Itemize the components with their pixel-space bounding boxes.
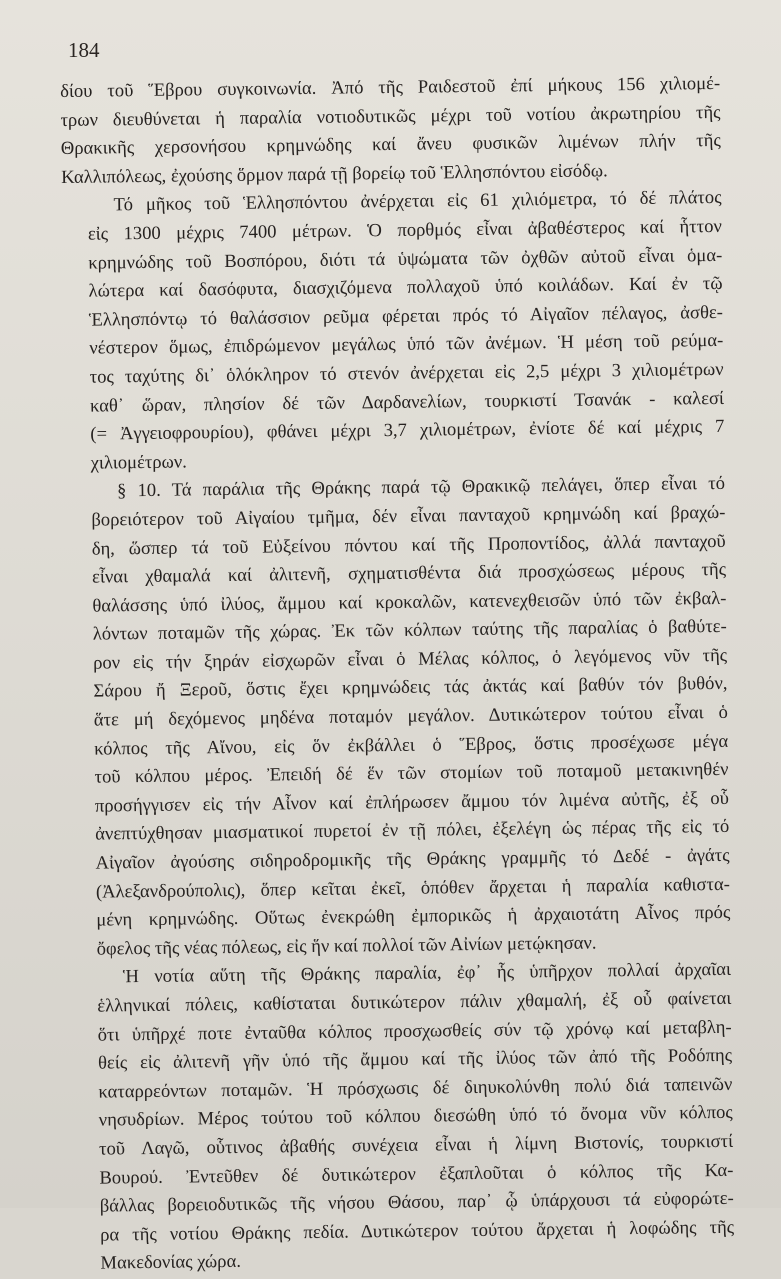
- text-line: εἰς 1300 μέχρις 7400 μέτρων. Ὁ πορθμός εἶναι ἀβαθέστερος καί ἧττον: [87, 215, 722, 245]
- text-line: θαλάσσης ὑπό ἰλύος, ἄμμου καί κροκαλῶν, κατενεχθεισῶν ὑπό τῶν ἐκβαλ-: [92, 587, 727, 617]
- text-line: § 10. Τά παράλια τῆς Θράκης παρά τῷ Θρακικῷ πελάγει, ὅπερ εἶναι τό: [116, 473, 726, 502]
- body-text: [60, 70, 735, 1279]
- paragraph: [61, 184, 724, 478]
- text-line: ὅτι ὑπῆρχέ ποτε ἐνταῦθα κόλπος προσχωσθείς σύν τῷ χρόνῳ καί μεταβλη-: [97, 1016, 732, 1046]
- paragraph: [60, 70, 721, 192]
- text-line: Καλλιπόλεως, ἐχούσης ὅρμον παρά τῇ βορείῳ τοῦ Ἑλλησπόντου εἰσόδῳ.: [61, 160, 608, 188]
- paragraph: [71, 956, 735, 1279]
- text-line: ἅτε μή δεχόμενος μηδένα ποταμόν μεγάλον. Δυτικώτερον τούτου εἶναι ὁ: [93, 701, 728, 731]
- text-line: τρων διευθύνεται ἡ παραλία νοτιοδυτικῶς μέχρι τοῦ νοτίου ἀκρωτηρίου τῆς: [60, 101, 721, 131]
- text-line: εἶναι χθαμαλά καί ἀλιτενῆ, σχηματισθέντα διά προσχώσεως μέρους τῆς: [91, 558, 727, 588]
- text-line: Σάρου ἤ Ξεροῦ, ὅστις ἔχει κρημνώδεις τάς ἀκτάς καί βαθύν τόν βυθόν,: [93, 673, 728, 703]
- text-line: θείς εἰς ἀλιτενῆ γῆν ὑπό τῆς ἄμμου καί τῆς ἰλύος τῶν ἀπό τῆς Ροδόπης: [97, 1045, 733, 1074]
- text-line: Μακεδονίας χώρα.: [100, 1251, 242, 1274]
- text-line: δίου τοῦ Ἕβρου συγκοινωνία. Ἀπό τῆς Ραιδεστοῦ ἐπί μήκους 156 χιλιομέ-: [60, 72, 721, 102]
- text-line: βορειότερον τοῦ Αἰγαίου τμῆμα, δέν εἶναι πανταχοῦ κρημνώδη καί βραχώ-: [91, 501, 726, 531]
- text-line: Ἡ νοτία αὕτη τῆς Θράκης παραλία, ἐφ᾽ ἧς ὑπῆρχον πολλαί ἀρχαῖαι: [122, 959, 732, 988]
- paragraph: [65, 470, 731, 964]
- text-line: καθ᾽ ὥραν, πλησίον δέ τῶν Δαρδανελίων, τουρκιστί Τσανάκ - καλεσί: [89, 387, 725, 417]
- text-line: καταρρεόντων ποταμῶν. Ἡ πρόσχωσις δέ διηυκολύνθη πολύ διά ταπεινῶν: [98, 1073, 733, 1103]
- text-line: τοῦ Λαγῶ, οὗτινος ἀβαθής συνέχεια εἶναι ἡ λίμνη Βιστονίς, τουρκιστί: [98, 1130, 734, 1160]
- text-line: νησυδρίων. Μέρος τούτου τοῦ κόλπου διεσώθη ὑπό τό ὄνομα νῦν κόλπος: [98, 1102, 733, 1131]
- text-line: λώτερα καί δασόφυτα, διασχιζόμενα πολλαχοῦ ὑπό κοιλάδων. Καί ἐν τῷ: [88, 273, 723, 302]
- text-line: τος ταχύτης δι᾽ ὁλόκληρον τό στενόν ἀνέρχεται εἰς 2,5 μέχρι 3 χιλιομέτρων: [89, 358, 724, 388]
- text-line: ρον εἰς τήν ξηράν εἰσχωρῶν εἶναι ὁ Μέλας κόλπος, ὁ λεγόμενος νῦν τῆς: [93, 644, 728, 674]
- text-line: προσήγγισεν εἰς τήν Αἶνον καί ἐπλήρωσεν ἄμμου τόν λιμένα αὐτῆς, ἐξ οὗ: [94, 787, 729, 817]
- text-line: ἑλληνικαί πόλεις, καθίσταται δυτικώτερον πάλιν χθαμαλή, ἐξ οὗ φαίνεται: [97, 987, 732, 1017]
- text-line: βάλλας βορειοδυτικῶς τῆς νήσου Θάσου, παρ᾽ ᾧ ὑπάρχουσι τά εὐφορώτε-: [99, 1188, 734, 1217]
- text-line: (= Ἀγγειοφρουρίου), φθάνει μέχρι 3,7 χιλιομέτρων, ἐνίοτε δέ καί μέχρις 7: [90, 416, 725, 445]
- text-line: τοῦ κόλπου μέρος. Ἐπειδή δέ ἕν τῶν στομίων τοῦ ποταμοῦ μετακινηθέν: [94, 759, 729, 788]
- text-line: δη, ὥσπερ τά τοῦ Εὐξείνου πόντου καί τῆς Προποντίδος, ἀλλά πανταχοῦ: [91, 530, 726, 560]
- text-line: λόντων ποταμῶν τῆς χώρας. Ἐκ τῶν κόλπων ταύτης τῆς παραλίας ὁ βαθύτε-: [92, 616, 727, 645]
- text-line: κρημνώδης τοῦ Βοσπόρου, διότι τά ὑψώματα τῶν ὀχθῶν αὐτοῦ εἶναι ὁμα-: [88, 244, 723, 274]
- text-line: Ἑλλησπόντῳ τό θαλάσσιον ρεῦμα φέρεται πρός τό Αἰγαῖον πέλαγος, ἀσθε-: [88, 301, 724, 331]
- text-line: Βουρού. Ἐντεῦθεν δέ δυτικώτερον ἐξαπλοῦται ὁ κόλπος τῆς Κα-: [99, 1159, 734, 1189]
- text-line: μένη κρημνώδης. Οὕτως ἐνεκρώθη ἐμπορικῶς ἡ ἀρχαιοτάτη Αἶνος πρός: [96, 902, 731, 931]
- page-number: 184: [68, 38, 100, 62]
- text-line: νέστερον ὅμως, ἐπιδρώμενον μεγάλως ὑπό τῶν ἀνέμων. Ἡ μέση τοῦ ρεύμα-: [89, 330, 724, 360]
- text-line: Θρακικῆς χερσονήσου κρημνώδης καί ἄνευ φυσικῶν λιμένων πλήν τῆς: [60, 130, 721, 160]
- text-line: (Ἀλεξανδρούπολις), ὅπερ κεῖται ἐκεῖ, ὁπόθεν ἄρχεται ἡ παραλία καθιστα-: [95, 873, 731, 903]
- text-line: Τό μῆκος τοῦ Ἑλλησπόντου ἀνέρχεται εἰς 61 χιλιόμετρα, τό δέ πλάτος: [113, 187, 722, 216]
- text-line: κόλπος τῆς Αἴνου, εἰς ὅν ἐκβάλλει ὁ Ἕβρος, ὅστις προσέχωσε μέγα: [94, 730, 729, 760]
- text-line: ἀνεπτύχθησαν μιασματικοί πυρετοί ἐν τῇ πόλει, ἐξελέγη ὡς πέρας τῆς εἰς τό: [95, 816, 730, 846]
- text-line: ρα τῆς νοτίου Θράκης πεδία. Δυτικώτερον τούτου ἄρχεται ἡ λοφώδης τῆς: [100, 1216, 735, 1246]
- text-line: χιλιομέτρων.: [90, 451, 187, 474]
- text-line: Αἰγαῖον ἀγούσης σιδηροδρομικῆς τῆς Θράκης γραμμῆς τό Δεδέ - ἀγάτς: [95, 844, 730, 874]
- text-line: ὄφελος τῆς νέας πόλεως, εἰς ἥν καί πολλοί τῶν Αἰνίων μετῴκησαν.: [96, 932, 597, 960]
